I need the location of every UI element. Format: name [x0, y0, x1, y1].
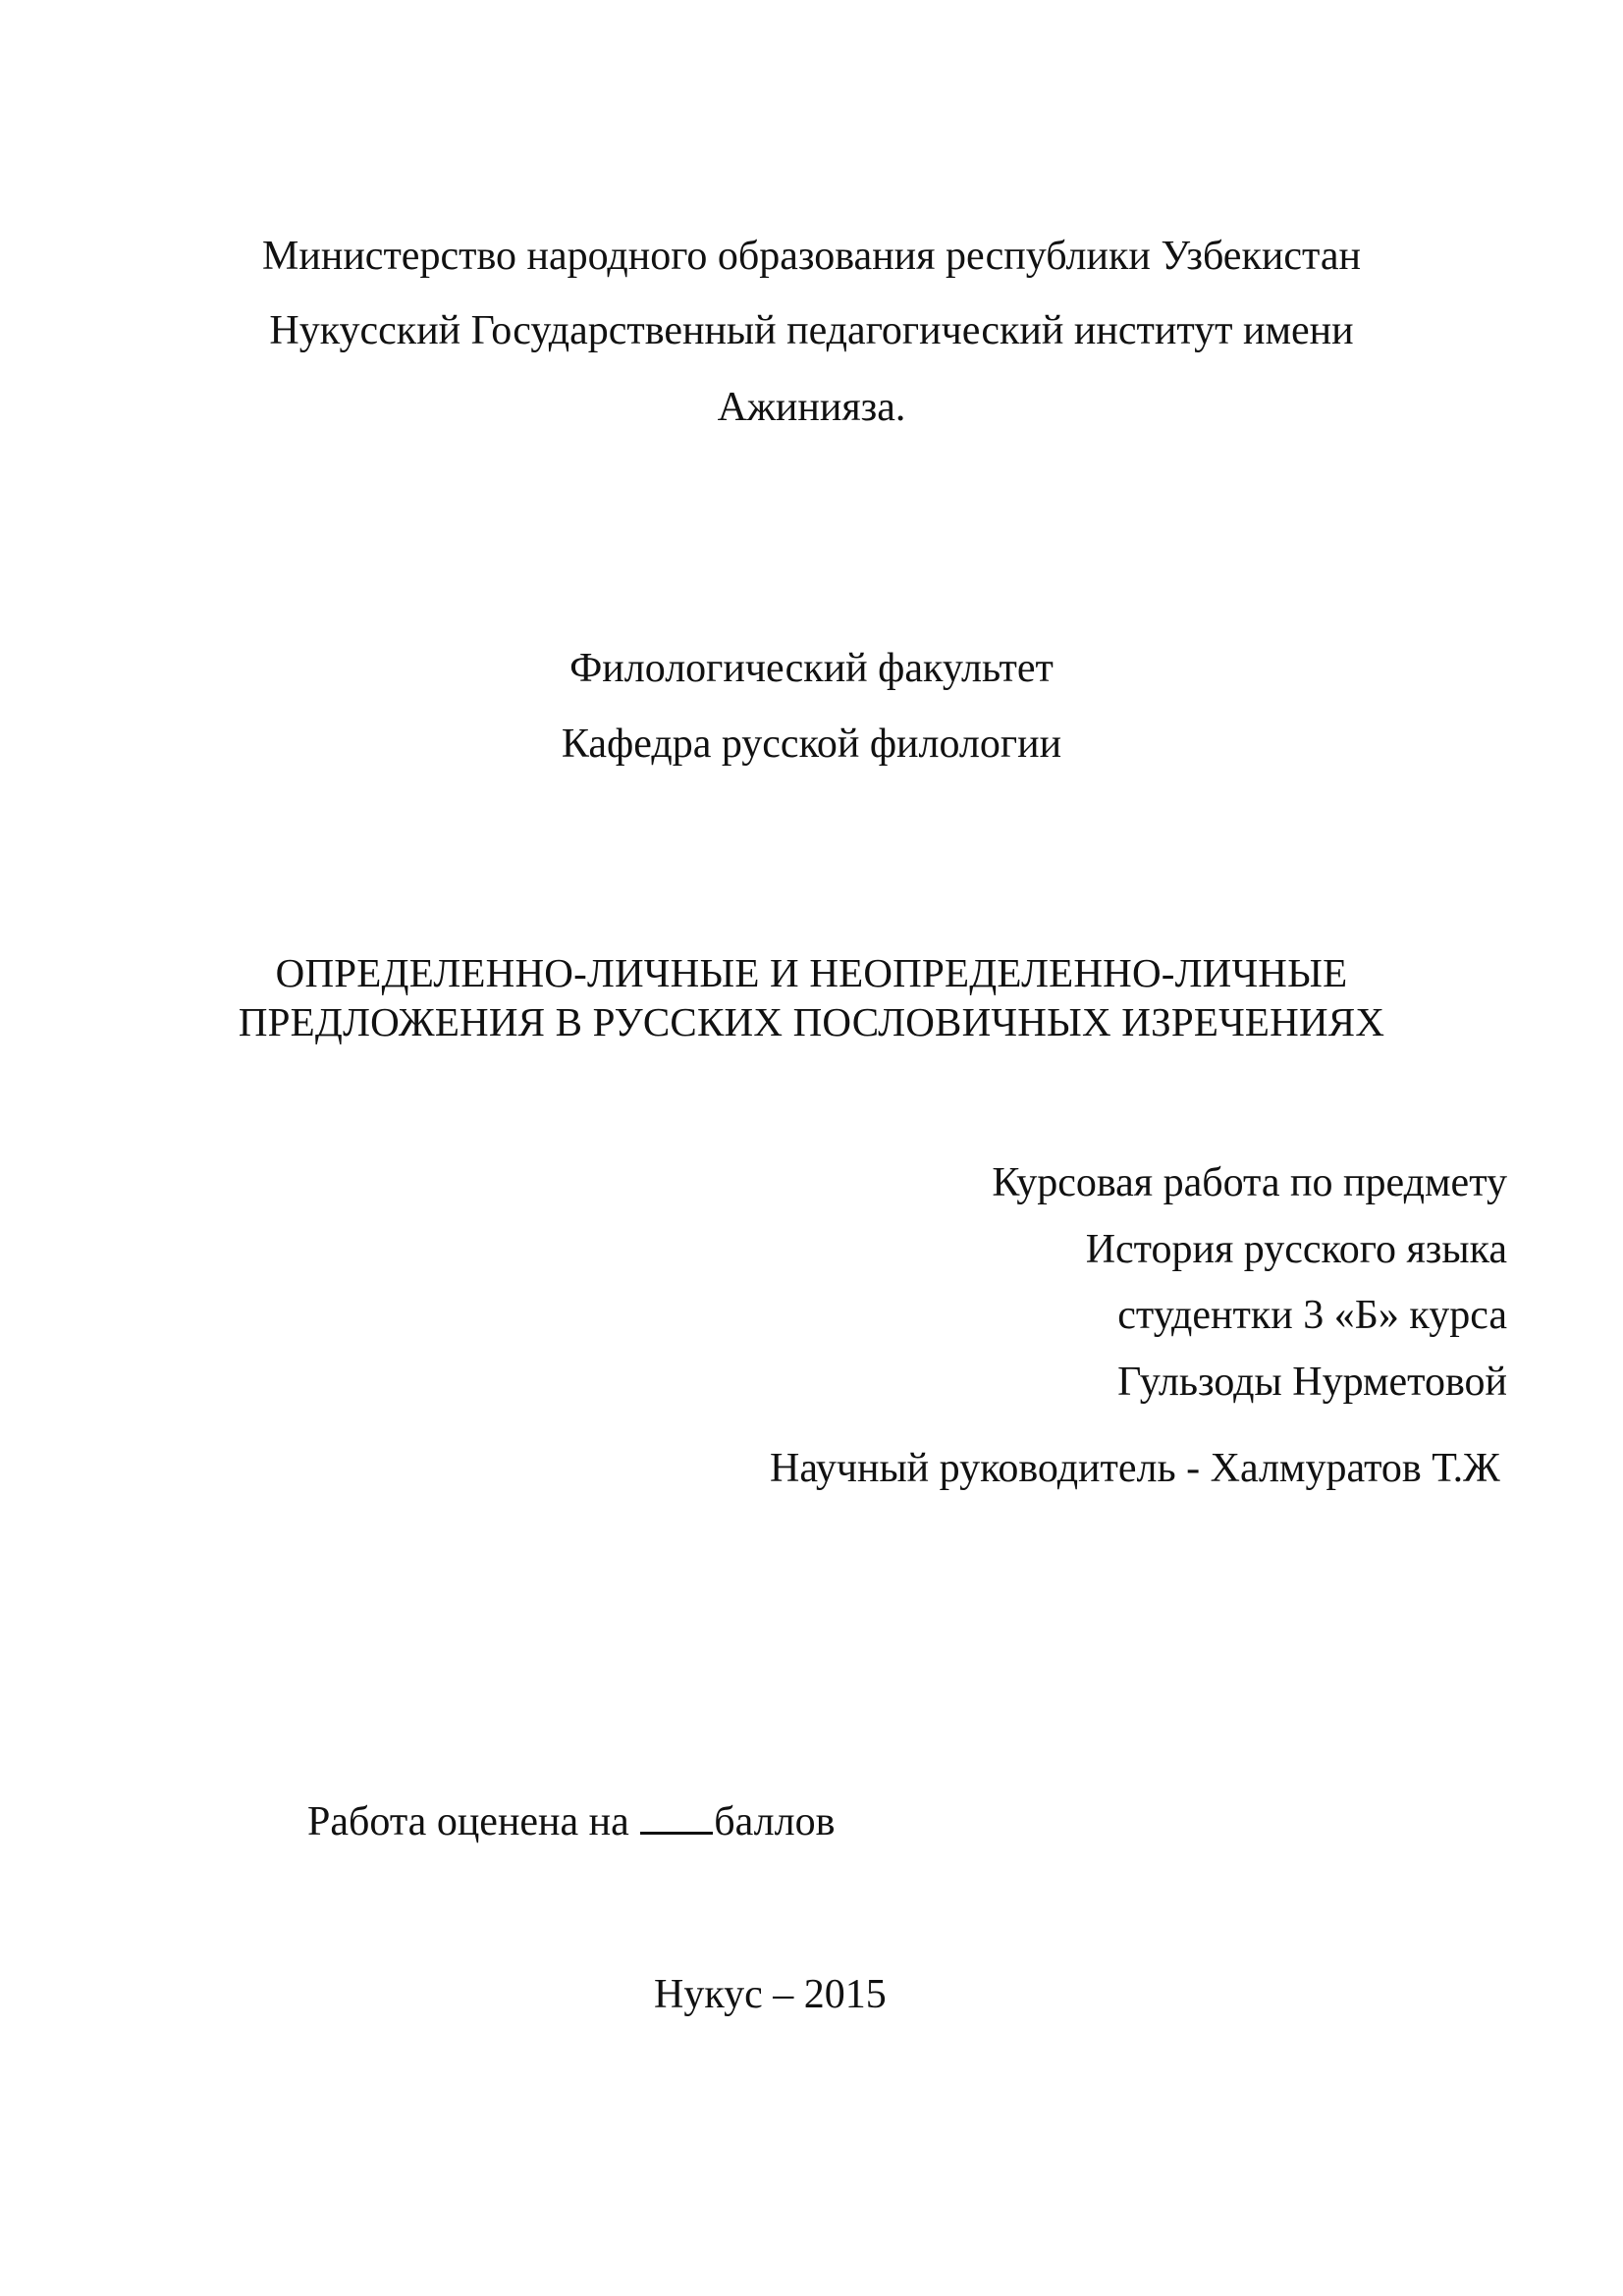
ministry-line: Министерство народного образования республики Узбекистан: [262, 234, 1361, 279]
title-line-1: ОПРЕДЕЛЕННО-ЛИЧНЫЕ И НЕОПРЕДЕЛЕННО-ЛИЧНЫЕ: [275, 950, 1348, 995]
city-year-line: Нукус – 2015: [654, 1972, 887, 2017]
student-name-line: Гульзоды Нурметовой: [1117, 1360, 1507, 1405]
work-type-line: Курсовая работа по предмету: [992, 1160, 1507, 1205]
student-course-line: студентки 3 «Б» курса: [1117, 1293, 1507, 1338]
grade-blank: [640, 1796, 713, 1835]
department-line: Кафедра русской филологии: [561, 721, 1062, 767]
grade-suffix: баллов: [714, 1799, 836, 1844]
faculty-line: Филологический факультет: [569, 646, 1054, 691]
title-line-2: ПРЕДЛОЖЕНИЯ В РУССКИХ ПОСЛОВИЧНЫХ ИЗРЕЧЕНИЯХ: [238, 999, 1385, 1044]
grade-prefix: Работа оценена на: [307, 1799, 640, 1844]
institute-line-2: Ажинияза.: [717, 385, 906, 430]
institute-line-1: Нукусский Государственный педагогический институт имени: [269, 308, 1354, 353]
grade-line: [307, 1796, 835, 1846]
supervisor-line: Научный руководитель - Халмуратов Т.Ж: [770, 1446, 1500, 1491]
subject-line: История русского языка: [1085, 1227, 1507, 1272]
